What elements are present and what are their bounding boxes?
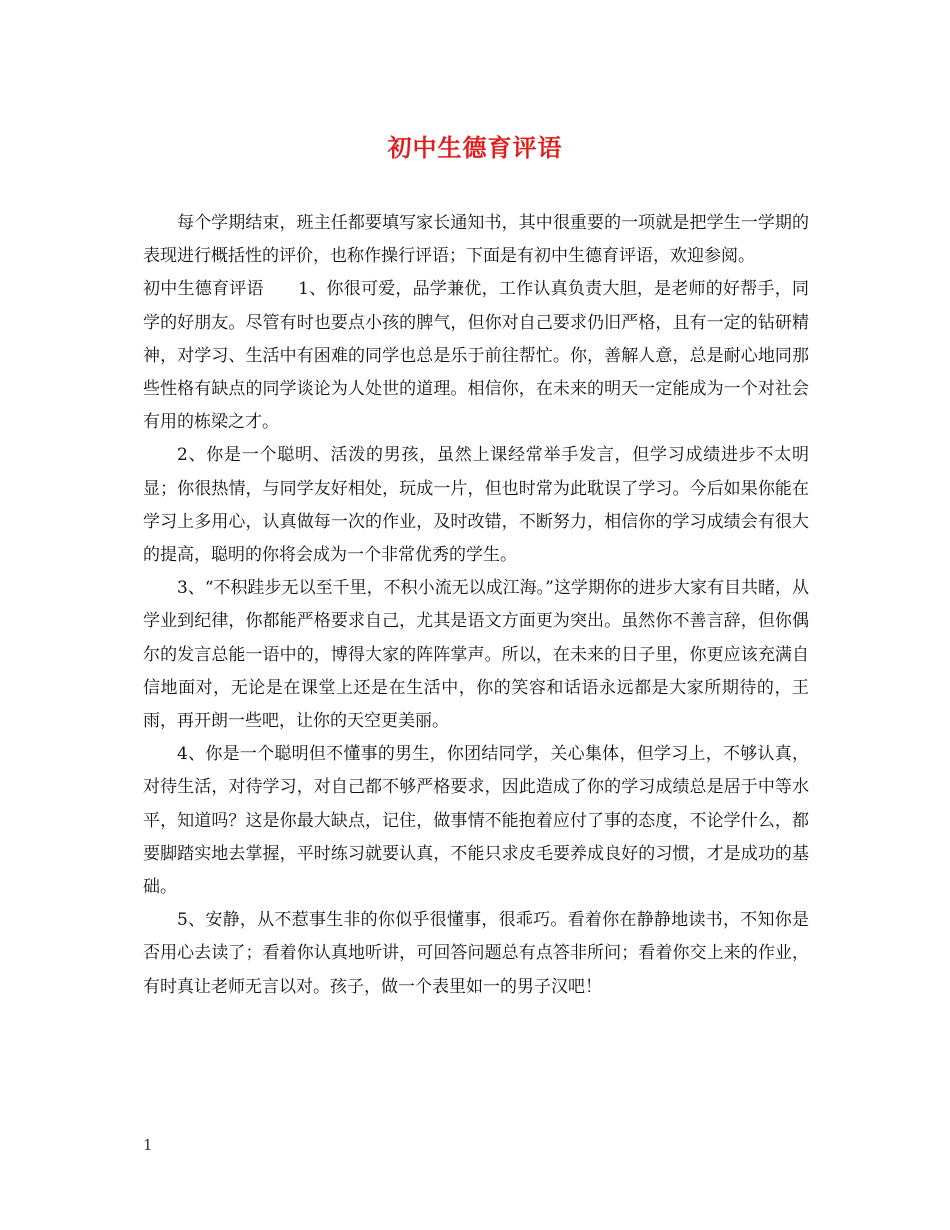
page-title: 初中生德育评语 bbox=[387, 133, 563, 162]
comment-paragraph-4: 4、你是一个聪明但不懂事的男生，你团结同学，关心集体，但学习上，不够认真，对待生活，对待学习，对自己都不够严格要求，因此造成了你的学习成绩总是居于中等水平，知道吗？这是你最大缺点，记住，做事情不能抱着应付了事的态度，不论学什么，都要脚踏实地去掌握，平时练习就要认真，不能只求皮毛要养成良好的习惯，才是成功的基础。 bbox=[143, 744, 809, 898]
comment-paragraph-1: 初中生德育评语 1、你很可爱，品学兼优，工作认真负责大胆，是老师的好帮手，同学的好朋友。尽管有时也要点小孩的脾气，但你对自己要求仍旧严格，且有一定的钻研精神，对学习、生活中有困难的同学也总是乐于前往帮忙。你，善解人意，总是耐心地同那些性格有缺点的同学谈论为人处世的道理。相信你，在未来的明天一定能成为一个对社会有用的栋梁之才。 bbox=[143, 279, 809, 433]
document-body bbox=[143, 207, 809, 1004]
comment-paragraph-3: 3、“不积跬步无以至千里，不积小流无以成江海。”这学期你的进步大家有目共睹，从学业到纪律，你都能严格要求自己，尤其是语文方面更为突出。虽然你不善言辞，但你偶尔的发言总能一语中的，博得大家的阵阵掌声。所以，在未来的日子里，你更应该充满自信地面对，无论是在课堂上还是在生活中，你的笑容和话语永远都是大家所期待的，王雨，再开朗一些吧，让你的天空更美丽。 bbox=[143, 578, 809, 732]
comment-paragraph-5: 5、安静，从不惹事生非的你似乎很懂事，很乖巧。看着你在静静地读书，不知你是否用心去读了；看着你认真地听讲，可回答问题总有点答非所问；看着你交上来的作业，有时真让老师无言以对。孩子，做一个表里如一的男子汉吧！ bbox=[143, 910, 809, 997]
page-number: 1 bbox=[143, 1136, 153, 1154]
comment-paragraph-2: 2、你是一个聪明、活泼的男孩，虽然上课经常举手发言，但学习成绩进步不太明显；你很热情，与同学友好相处，玩成一片，但也时常为此耽误了学习。今后如果你能在学习上多用心，认真做每一次的作业，及时改错，不断努力，相信你的学习成绩会有很大的提高，聪明的你将会成为一个非常优秀的学生。 bbox=[143, 445, 809, 566]
intro-paragraph: 每个学期结束，班主任都要填写家长通知书，其中很重要的一项就是把学生一学期的表现进行概括性的评价，也称作操行评语；下面是有初中生德育评语，欢迎参阅。 bbox=[143, 213, 809, 267]
